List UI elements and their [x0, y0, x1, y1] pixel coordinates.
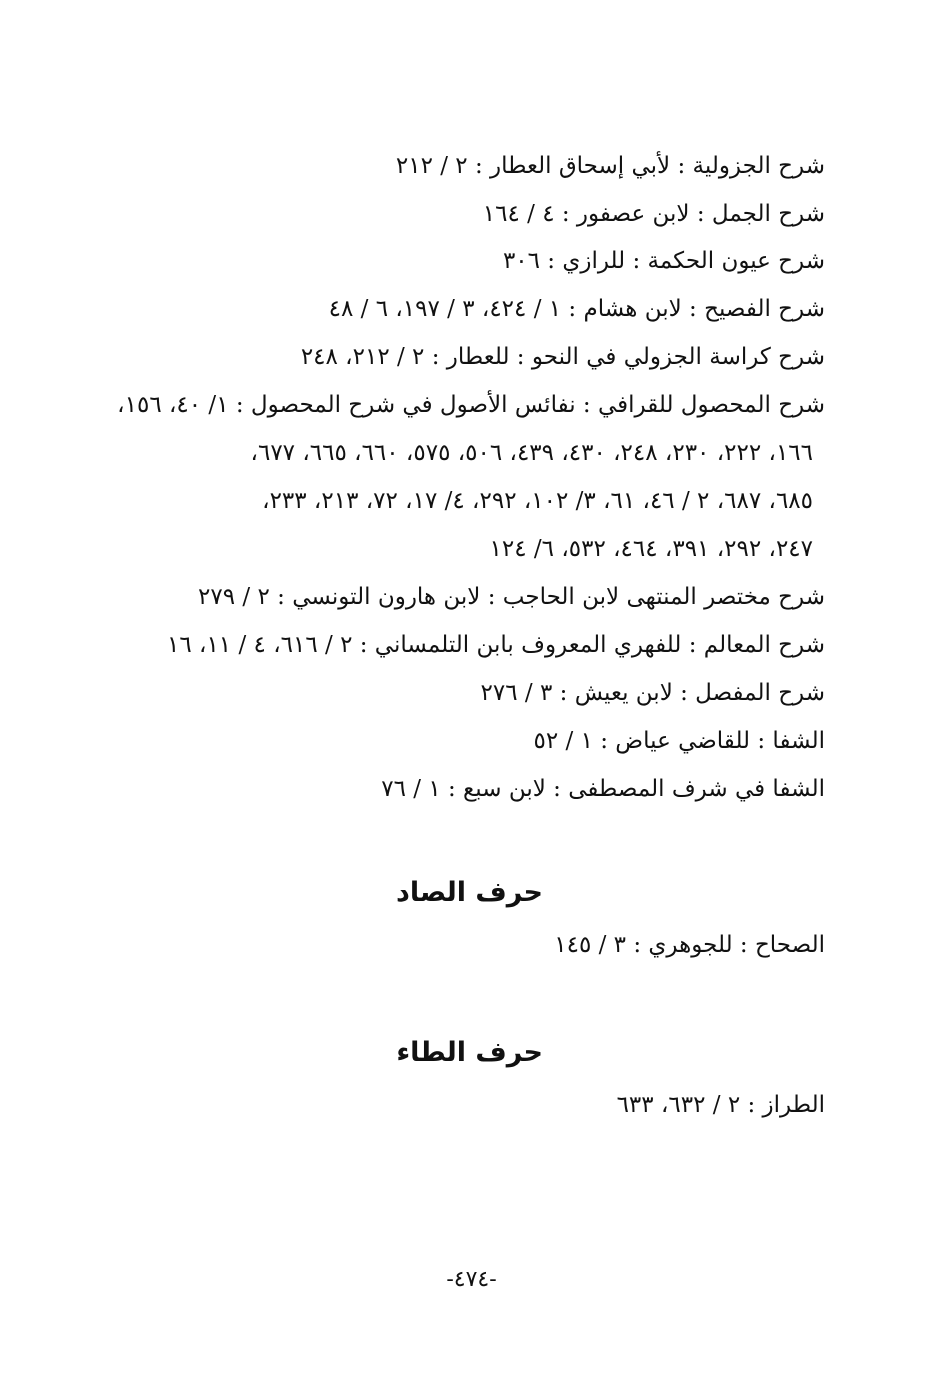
index-entry-continuation: ١٦٦، ٢٢٢، ٢٣٠، ٢٤٨، ٤٣٠، ٤٣٩، ٥٠٦، ٥٧٥، ٦٦٠، ٦٦٥، ٦٧٧،: [250, 440, 813, 466]
index-entry: شرح المحصول للقرافي : نفائس الأصول في شرح المحصول : ١/ ٤٠، ١٥٦،: [117, 392, 825, 418]
index-entry: الشفا : للقاضي عياض : ١ / ٥٢: [533, 728, 825, 754]
index-entry-continuation: ٦٨٥، ٦٨٧، ٢ / ٤٦، ٦١، ٣/ ١٠٢، ٢٩٢، ٤/ ١٧، ٧٢، ٢١٣، ٢٣٣،: [262, 488, 813, 514]
index-entry: شرح الفصيح : لابن هشام : ١ / ٤٢٤، ٣ / ١٩٧، ٦ / ٤٨: [328, 296, 825, 322]
index-entry: شرح الجمل : لابن عصفور : ٤ / ١٦٤: [482, 201, 825, 227]
index-entry: شرح مختصر المنتهى لابن الحاجب : لابن هارون التونسي : ٢ / ٢٧٩: [198, 584, 825, 610]
index-entry: الصحاح : للجوهري : ٣ / ١٤٥: [554, 932, 825, 958]
section-heading: حرف الصاد: [395, 877, 543, 908]
index-entry: شرح الجزولية : لأبي إسحاق العطار : ٢ / ٢١٢: [395, 153, 825, 179]
index-entry: شرح كراسة الجزولي في النحو : للعطار : ٢ / ٢١٢، ٢٤٨: [300, 344, 825, 370]
index-entry: الطراز : ٢ / ٦٣٢، ٦٣٣: [616, 1092, 825, 1118]
index-entry: الشفا في شرف المصطفى : لابن سبع : ١ / ٧٦: [381, 776, 825, 802]
index-entry: شرح عيون الحكمة : للرازي : ٣٠٦: [502, 248, 825, 274]
index-entry-continuation: ٢٤٧، ٢٩٢، ٣٩١، ٤٦٤، ٥٣٢، ٦/ ١٢٤: [489, 536, 813, 562]
index-entry: شرح المفصل : لابن يعيش : ٣ / ٢٧٦: [480, 680, 825, 706]
section-heading: حرف الطاء: [396, 1037, 543, 1068]
index-entry: شرح المعالم : للفهري المعروف بابن التلمساني : ٢ / ٦١٦، ٤ / ١١، ١٦: [167, 632, 825, 658]
page-number: -٤٧٤-: [446, 1267, 497, 1292]
